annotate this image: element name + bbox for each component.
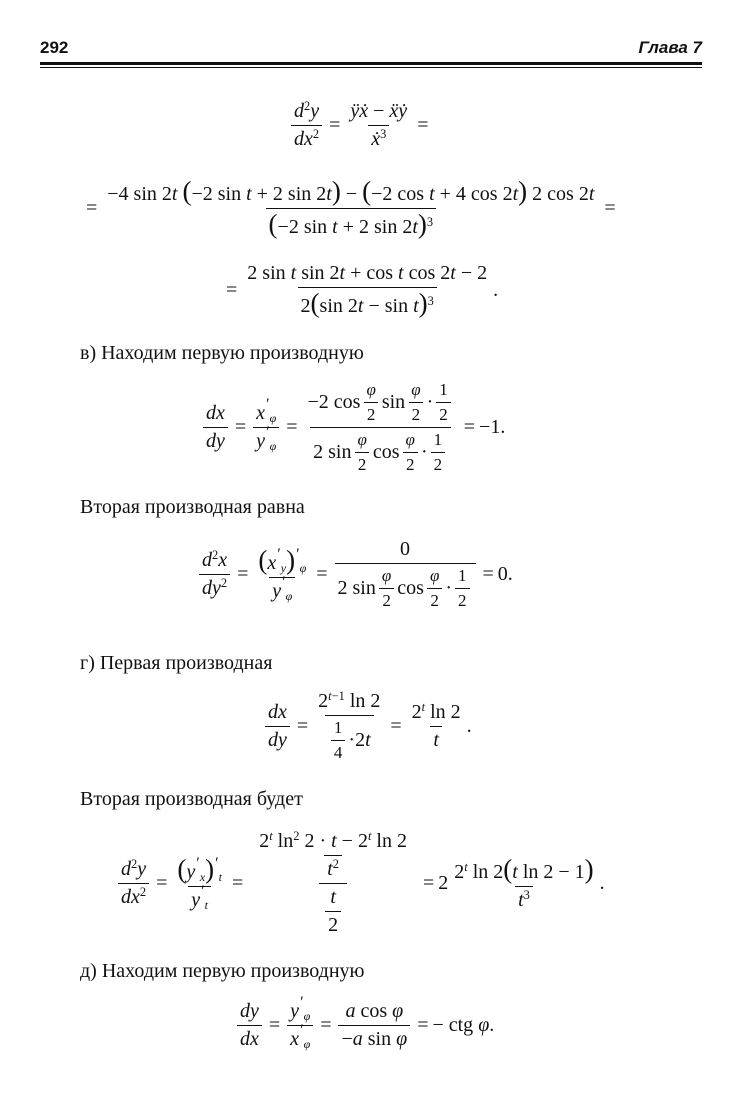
header-rule	[40, 62, 702, 65]
formula-g-first-derivative: $\frac{dx}{dy}$ = $2^{t-1}$ ln 2 $\frac{1}{4}$ ·2 t = $\frac{2^t \ln 2}{t}$ .	[262, 690, 472, 763]
section-g-intro: г) Первая производная	[80, 652, 273, 674]
section-b-second: Вторая производная равна	[80, 496, 305, 518]
formula-second-derivative-def: $\frac{d^2y}{dx^2}$ = $\frac{\text{ÿẋ − ẍẏ}}{ẋ^3}$ =	[288, 100, 432, 151]
section-d-intro: д) Находим первую производную	[80, 960, 365, 982]
formula-simplified: = $\frac{\text{2 sin t sin 2t + cos t cos 2t − 2}}{2(\sin 2t - \sin t)^3}$ .	[226, 262, 499, 318]
formula-b-second-derivative: $\frac{d^2x}{dy^2}$ = $\frac{(x'_y)'_\varphi}{y'_\varphi}$ = 0 2 sin $\frac{\varphi}{2}$ cos $\frac{\varphi}{2}$ · $\frac{1}{2}$ = 0.	[196, 538, 513, 611]
page-number: 292	[40, 38, 69, 57]
header-rule-thin	[40, 67, 702, 68]
section-g-second: Вторая производная будет	[80, 788, 303, 810]
formula-g-second-derivative: $\frac{d^2y}{dx^2}$ = $\frac{(y'_x)'_t}{y'_t}$ = $\frac{\frac{2^t \ln^2 2 \cdot t - 2^t \ln 2}{t^2}}{\frac{t}{2}}$ = 2 $\frac{2^t \ln 2(t \ln 2 - 1)}{t^3}$ .	[115, 830, 605, 937]
page-header	[40, 36, 702, 64]
formula-d-first-derivative: $\frac{dy}{dx}$ = $\frac{y'_\varphi}{x'_\varphi}$ = $\frac{\text{a cos φ}}{\text{−a sin φ}}$ = − ctg φ.	[234, 1000, 494, 1051]
chapter-title: Глава 7	[638, 38, 702, 57]
section-b-intro: в) Находим первую производную	[80, 342, 364, 364]
formula-b-first-derivative: $\frac{dx}{dy}$ = $\frac{x'_\varphi}{y'_\varphi}$ = −2 cos $\frac{\varphi}{2}$ sin $\frac{\varphi}{2}$ · $\frac{1}{2}$ 2 sin $\frac{\varphi}{2}$ cos $\frac{\varphi}{2}$ · $\frac{1}{2}$ = −1.	[200, 380, 505, 475]
formula-expanded-fraction: = −4 sin 2t (−2 sin t + 2 sin 2t) − (−2 cos t + 4 cos 2t) 2 cos 2t (−2 sin t + 2 sin 2t)$^3$ =	[86, 176, 616, 239]
